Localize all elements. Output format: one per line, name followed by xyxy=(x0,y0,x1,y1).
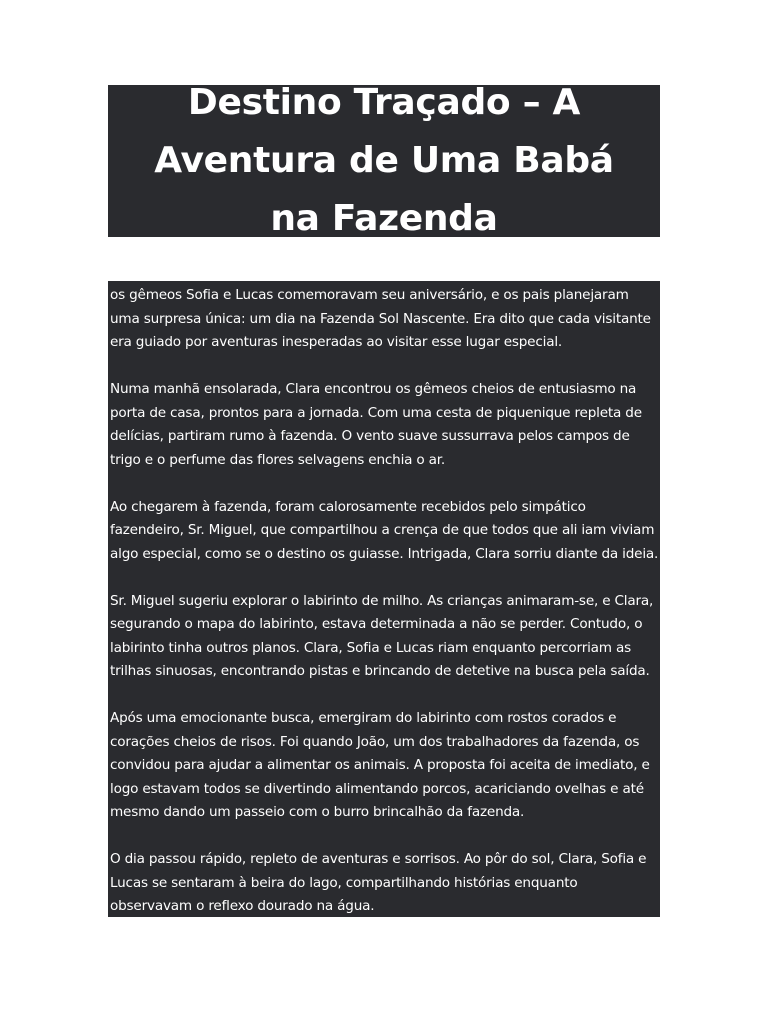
title-banner xyxy=(108,82,660,239)
paragraph-2: Numa manhã ensolarada, Clara encontrou os gêmeos cheios de entusiasmo na porta de casa, prontos para a jornada. Com uma cesta de piquenique repleta de delícias, partiram rumo à fazenda. O vento suave sussurrava pelos campos de trigo e o perfume das flores selvagens enchia o ar. xyxy=(110,381,642,468)
paragraph-3: Ao chegarem à fazenda, foram calorosamente recebidos pelo simpático fazendeiro, Sr. Miguel, que compartilhou a crença de que todos que ali iam viviam algo especial, como se o destino os guiasse. Intrigada, Clara sorriu diante da ideia. xyxy=(110,498,659,562)
paragraph-4: Sr. Miguel sugeriu explorar o labirinto de milho. As crianças animaram-se, e Clara, segurando o mapa do labirinto, estava determinada a não se perder. Contudo, o labirinto tinha outros planos. Clara, Sofia e Lucas riam enquanto percorriam as trilhas sinuosas, encontrando pistas e brincando de detetive na busca pela saída. xyxy=(110,592,654,679)
paragraph-6: O dia passou rápido, repleto de aventuras e sorrisos. Ao pôr do sol, Clara, Sofia e Lucas se sentaram à beira do lago, compartilhando histórias enquanto observavam o reflexo dourado na água. xyxy=(110,851,647,914)
document-title: Destino Traçado – A Aventura de Uma Babá na Fazenda xyxy=(154,82,614,239)
story-body xyxy=(108,281,660,917)
paragraph-5: Após uma emocionante busca, emergiram do labirinto com rostos corados e corações cheios de risos. Foi quando João, um dos trabalhadores da fazenda, os convidou para ajudar a alimentar os animais. A proposta foi aceita de imediato, e logo estavam todos se divertindo alimentando porcos, acariciando ovelhas e até mesmo dando um passeio com o burro brincalhão da fazenda. xyxy=(110,710,650,820)
paragraph-1: os gêmeos Sofia e Lucas comemoravam seu aniversário, e os pais planejaram uma surpresa única: um dia na Fazenda Sol Nascente. Era dito que cada visitante era guiado por aventuras inesperadas ao visitar esse lugar especial. xyxy=(110,287,651,350)
